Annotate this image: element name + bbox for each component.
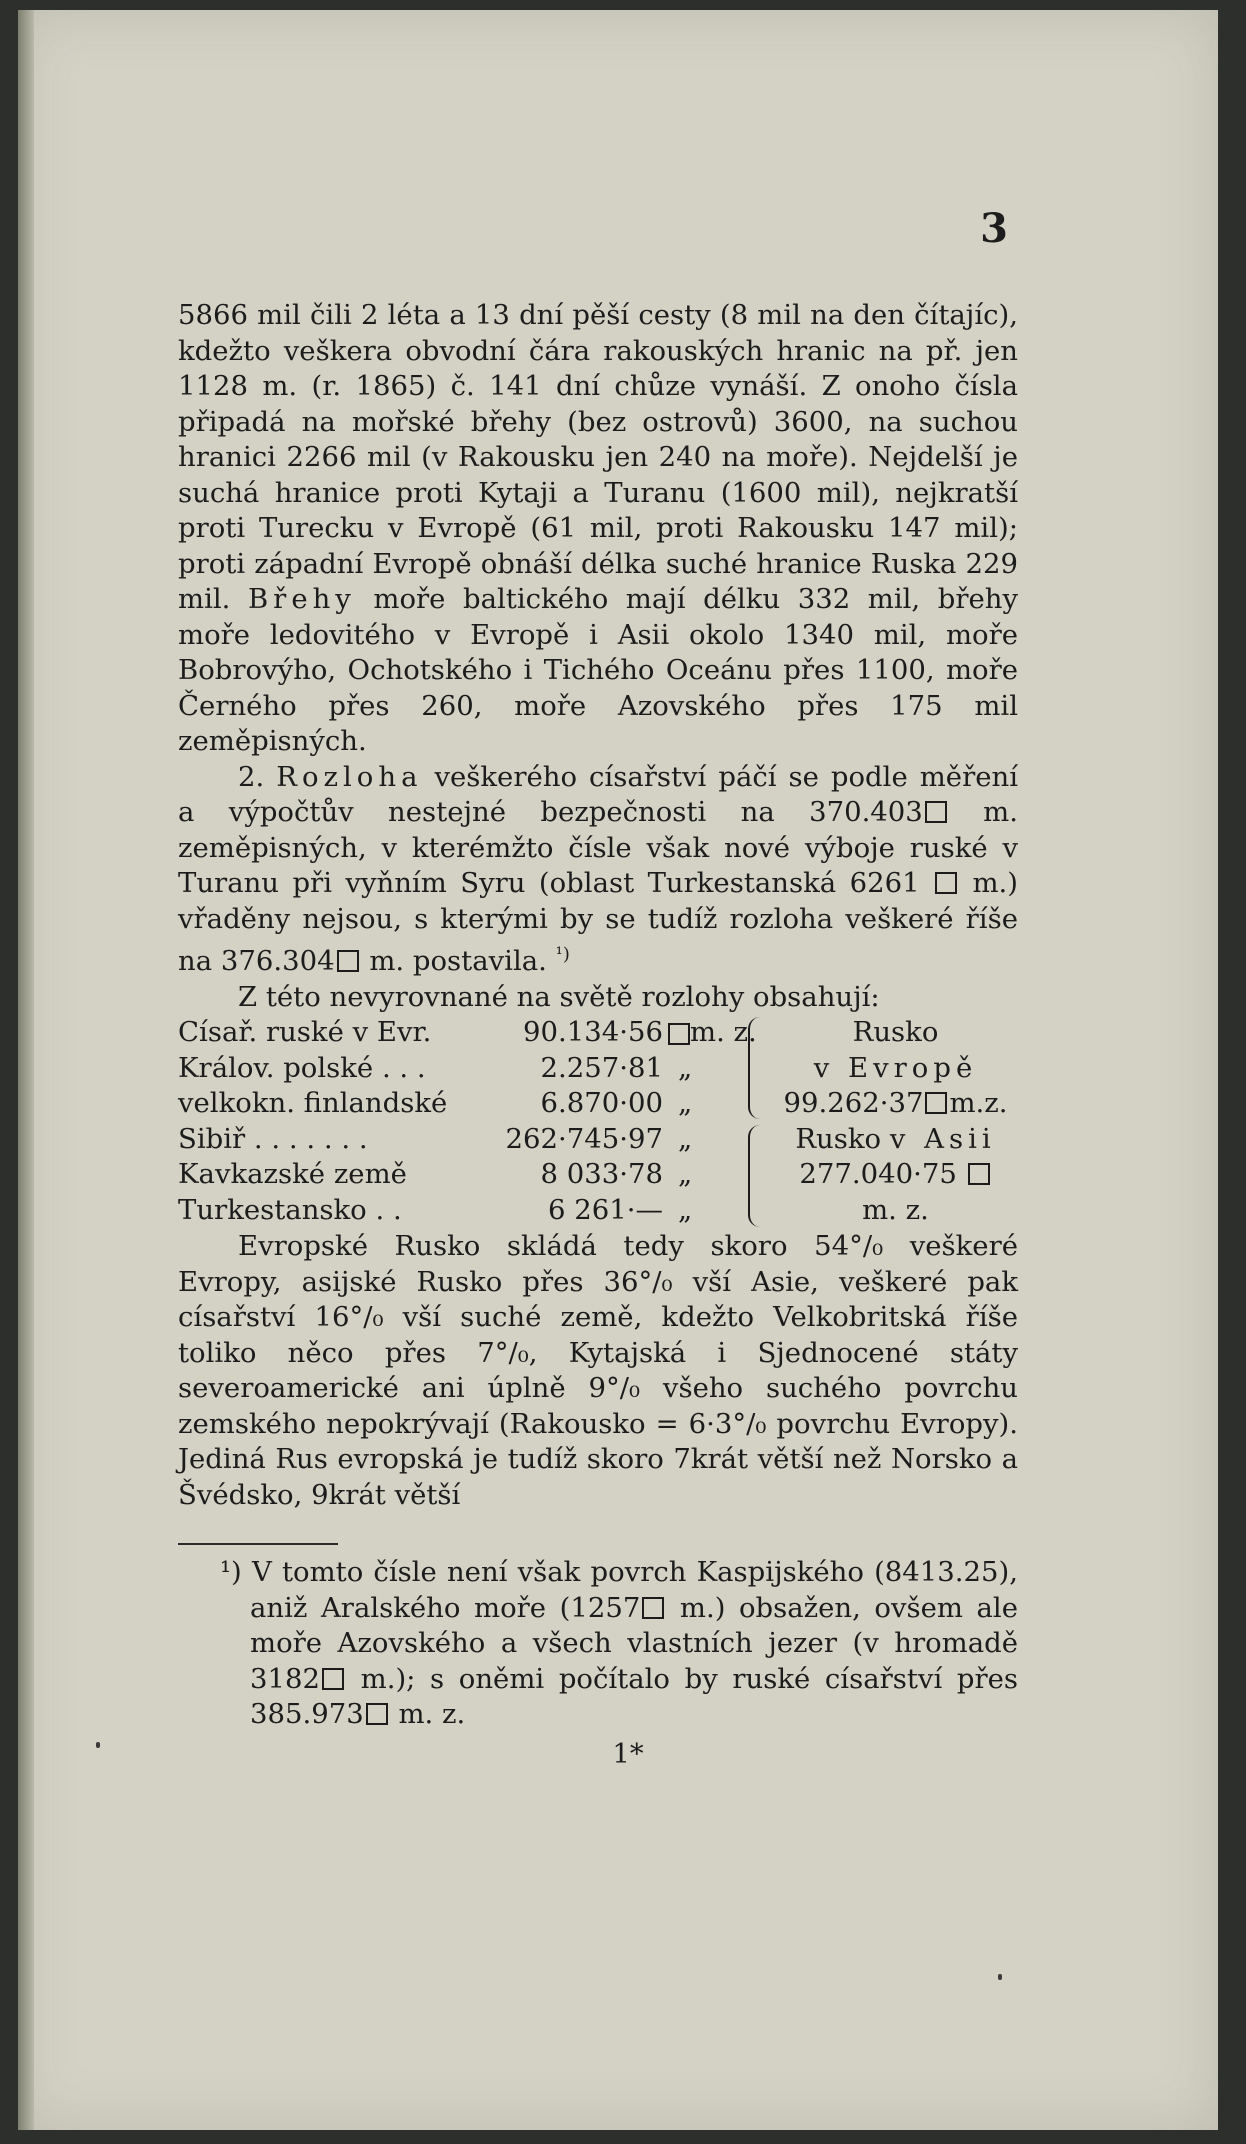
asia-label-line: Rusko v Asii (795, 1122, 996, 1155)
square-mile-symbol (925, 801, 947, 823)
asia-unit: m. z. (862, 1193, 929, 1226)
square-mile-symbol (322, 1668, 344, 1690)
table-row: Císař. ruské v Evr. 90.134·56 m. z. (178, 1016, 757, 1049)
footnote-text: ¹) V tomto čísle není však povrch Kaspijského (8413.25), aniž Aralského moře (1257 m.) obsažen, ovšem ale moře Azovského a všech vlastních jezer (v hromadě 3182 m.); s oněmi počítalo by ruské císařství přes 385.973 m. z. (220, 1556, 1018, 1731)
square-mile-symbol (968, 1163, 990, 1185)
footnote (178, 1555, 1018, 1733)
square-mile-symbol (935, 872, 957, 894)
paragraph-1: 5866 mil čili 2 léta a 13 dní pěší cesty (8 mil na den čítajíc), kdežto veškera obvodní čára rakouských hranic na př. jen 1128 m. (r. 1865) č. 141 dní chůze vynáší. Z onoho čísla připadá na mořské břehy (bez ostrovů) 3600, na suchou hranici 2266 mil (v Rakousku jen 240 na moře). Nejdelší je suchá hranice proti Kytaji a Turanu (1600 mil), nejkratší proti Turecku v Evropě (61 mil, proti Rakousku 147 mil); proti západní Evropě obnáší délka suché hranice Ruska 229 mil. Břehy moře baltického mají délku 332 mil, břehy moře ledovitého v Evropě i Asii okolo 1340 mil, moře Bobrovýho, Ochotského i Tichého Oceánu přes 1100, moře Černého přes 260, moře Azovského přes 175 mil zeměpisných. (178, 299, 1018, 757)
signature-mark: 1* (612, 1737, 644, 1770)
area-table (178, 1015, 1018, 1229)
europe-label: Rusko (852, 1016, 939, 1049)
page-number: 3 (980, 205, 1008, 252)
europe-total: 99.262·37 m.z. (783, 1087, 1008, 1120)
table-row: Králov. polské . . . 2.257·81 „ (178, 1051, 693, 1084)
table-row: velkokn. finlandské 6.870·00 „ (178, 1087, 693, 1120)
brace-europe (748, 1017, 770, 1119)
brace-asia (748, 1125, 770, 1227)
table-intro: Z této nevyrovnané na světě rozlohy obsahují: (238, 980, 880, 1013)
body-text (178, 298, 1018, 1772)
paragraph-3: Evropské Rusko skládá tedy skoro 54°/₀ veškeré Evropy, asijské Rusko přes 36°/₀ vší Asie, veškeré pak císařství 16°/₀ vší suché země, kdežto Velkobritská říše toliko něco přes 7°/₀, Kytajská i Sjednocené státy severoamerické ani úplně 9°/₀ všeho suchého povrchu zemského nepokrývají (Rakousko = 6·3°/₀ povrchu Evropy). Jediná Rus evropská je tudíž skoro 7krát větší než Norsko a Švédsko, 9krát větší (178, 1230, 1018, 1511)
square-mile-symbol (925, 1092, 947, 1114)
page-gutter (18, 10, 34, 2130)
table-row: Sibiř . . . . . . . 262·745·97 „ (178, 1122, 693, 1155)
square-mile-symbol (366, 1703, 388, 1725)
europe-spaced-label: v Evropě (813, 1051, 978, 1084)
square-mile-symbol (642, 1597, 664, 1619)
asia-total: 277.040·75 (773, 1157, 1018, 1193)
table-row: Kavkazské země 8 033·78 „ (178, 1158, 693, 1191)
square-mile-symbol (337, 950, 359, 972)
paper-speck (998, 1974, 1002, 1980)
paper-speck (96, 1742, 100, 1748)
table-row: Turkestansko . . 6 261·— „ (178, 1193, 693, 1226)
footnote-rule (178, 1543, 338, 1545)
book-page (18, 10, 1218, 2130)
square-mile-symbol (668, 1023, 690, 1045)
paragraph-2: 2. Rozloha veškerého císařství páčí se podle měření a výpočtův nestejné bezpečnosti na 370.403 m. zeměpisných, v kterémžto čísle však nové výboje ruské v Turanu při vyňním Syru (oblast Turkestanská 6261 m.) vřaděny nejsou, s kterými by se tudíž rozloha veškeré říše na 376.304 m. postavila. $^{^1)}$ (178, 760, 1019, 978)
